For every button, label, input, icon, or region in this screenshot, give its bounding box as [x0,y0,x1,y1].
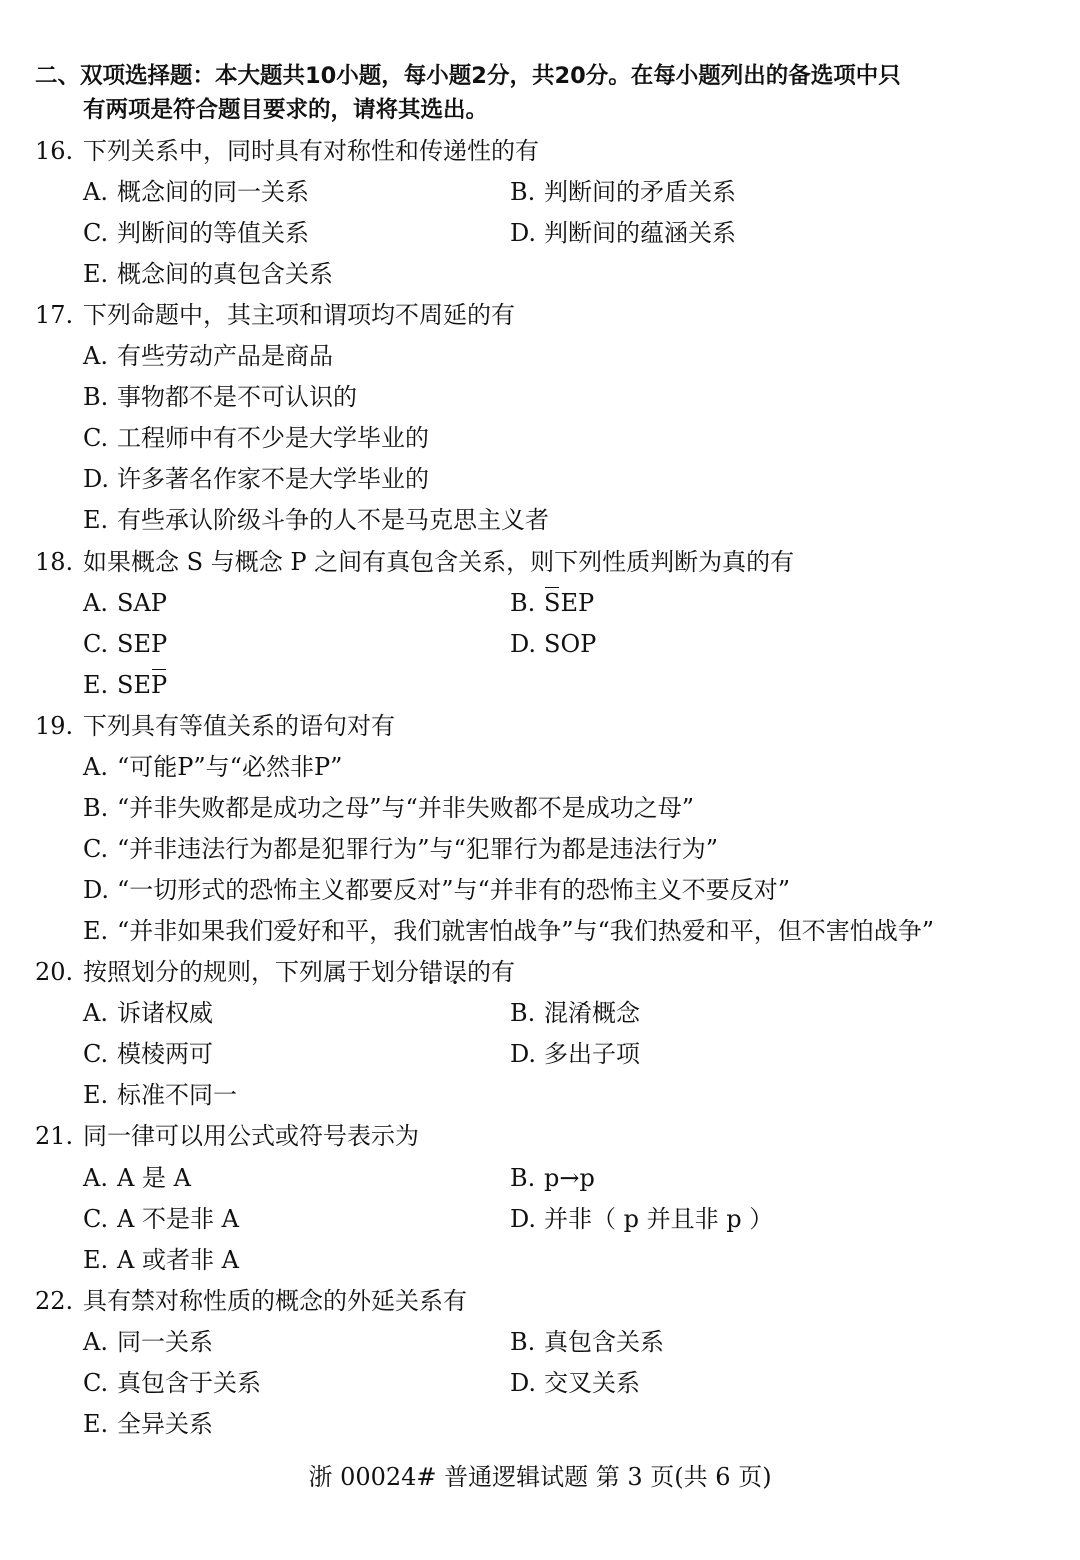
option-d: D. 判断间的蕴涵关系 [510,219,736,247]
option-e: E. A 或者非 A [83,1246,239,1274]
option-e: E. 概念间的真包含关系 [83,260,333,288]
option-c: C. 真包含于关系 [83,1369,261,1397]
question-number: 18. [35,548,74,576]
option-c: C. A 不是非 A [83,1205,239,1233]
option-a: A. 概念间的同一关系 [83,178,309,206]
option-c: C. 工程师中有不少是大学毕业的 [83,424,429,452]
question-stem: 下列关系中，同时具有对称性和传递性的有 [83,137,539,165]
option-b: B. 混淆概念 [510,999,640,1027]
option-c: C. 模棱两可 [83,1040,213,1068]
option-d: D. “一切形式的恐怖主义都要反对”与“并非有的恐怖主义不要反对” [83,876,791,904]
page-footer: 浙 00024# 普通逻辑试题 第 3 页(共 6 页) [308,1463,772,1491]
section-heading-line1: 二、双项选择题：本大题共10小题，每小题2分，共20分。在每小题列出的备选项中只 [35,63,901,89]
option-b: B. 事物都不是不可认识的 [83,383,357,411]
option-b: B. SEP [510,589,595,617]
option-d: D. SOP [510,630,597,658]
question-number: 19. [35,712,74,740]
option-e: E. 全异关系 [83,1410,213,1438]
option-e: E. 有些承认阶级斗争的人不是马克思主义者 [83,506,549,534]
option-c: C. SEP [83,630,168,658]
emphasis-char: 错 [419,958,443,986]
option-b: B. p→p [510,1164,595,1192]
question-stem: 如果概念 S 与概念 P 之间有真包含关系，则下列性质判断为真的有 [83,548,795,576]
question-stem: 按照划分的规则，下列属于划分错误的有 [83,958,515,986]
option-b: B. “并非失败都是成功之母”与“并非失败都不是成功之母” [83,794,695,822]
option-d: D. 并非（ p 并且非 p ） [510,1205,774,1233]
option-a: A. “可能P”与“必然非P” [83,753,343,781]
negated-term: S [544,589,561,617]
option-e: E. 标准不同一 [83,1081,237,1109]
emphasis-char: 误 [443,958,467,986]
option-d: D. 多出子项 [510,1040,640,1068]
section-heading-line2: 有两项是符合题目要求的，请将其选出。 [83,97,489,123]
question-number: 22. [35,1287,74,1315]
option-a: A. 同一关系 [83,1328,213,1356]
option-e: E. SEP [83,671,168,699]
question-number: 21. [35,1122,74,1150]
option-c: C. “并非违法行为都是犯罪行为”与“犯罪行为都是违法行为” [83,835,719,863]
question-number: 17. [35,301,74,329]
option-e: E. “并非如果我们爱好和平，我们就害怕战争”与“我们热爱和平，但不害怕战争” [83,917,935,945]
question-stem: 同一律可以用公式或符号表示为 [83,1122,419,1150]
option-d: D. 许多著名作家不是大学毕业的 [83,465,429,493]
option-a: A. 诉诸权威 [83,999,213,1027]
option-b: B. 真包含关系 [510,1328,664,1356]
question-stem: 下列具有等值关系的语句对有 [83,712,395,740]
option-b: B. 判断间的矛盾关系 [510,178,736,206]
option-a: A. SAP [83,589,167,617]
question-number: 16. [35,137,74,165]
option-a: A. 有些劳动产品是商品 [83,342,333,370]
negated-term: P [150,671,168,699]
option-c: C. 判断间的等值关系 [83,219,309,247]
option-d: D. 交叉关系 [510,1369,640,1397]
option-a: A. A 是 A [83,1164,191,1192]
question-stem: 具有禁对称性质的概念的外延关系有 [83,1287,467,1315]
question-stem: 下列命题中，其主项和谓项均不周延的有 [83,301,515,329]
question-number: 20. [35,958,74,986]
